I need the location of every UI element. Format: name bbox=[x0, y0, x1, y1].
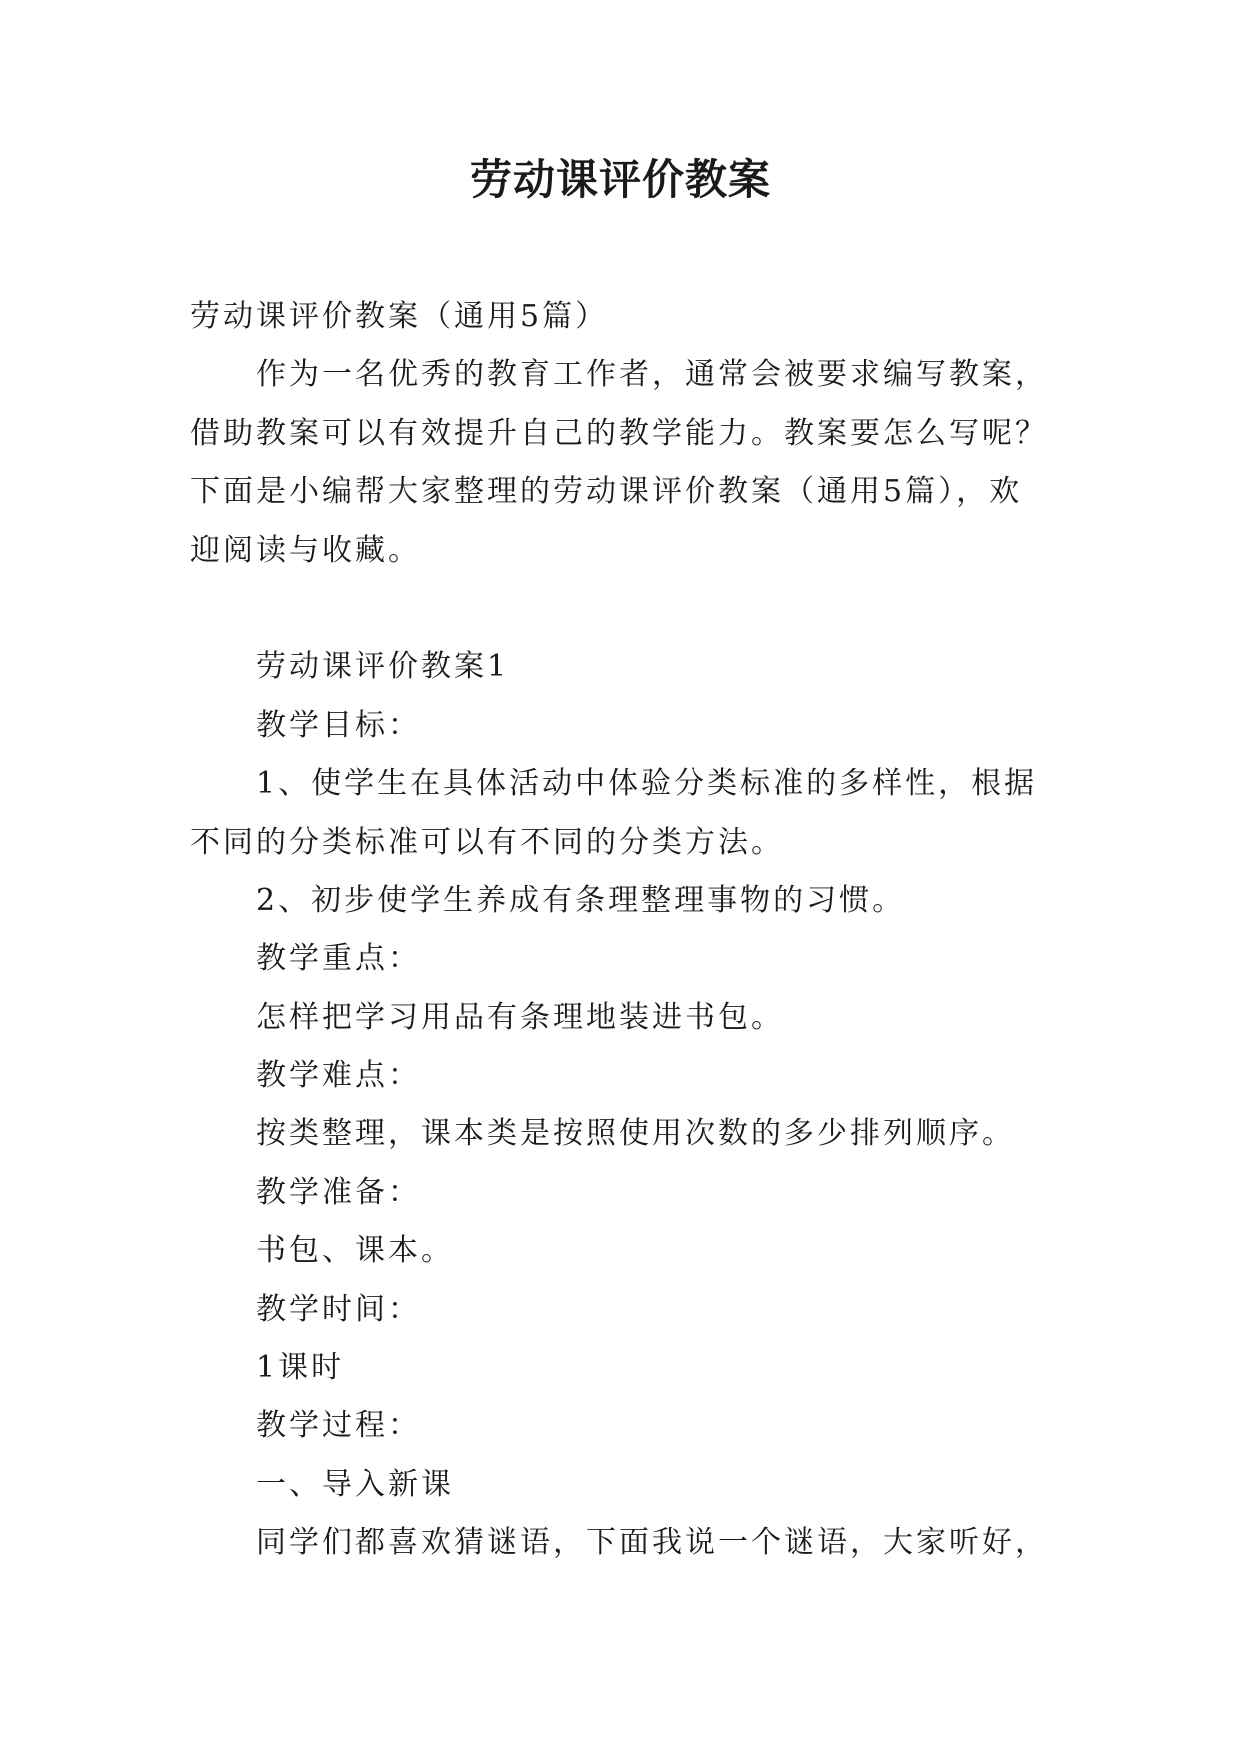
objective-1-line-2: 不同的分类标准可以有不同的分类方法。 bbox=[190, 824, 784, 860]
document-body bbox=[190, 288, 1070, 1573]
intro-line-2: 借助教案可以有效提升自己的教学能力。教案要怎么写呢？ bbox=[190, 415, 1048, 451]
document-title: 劳动课评价教案 bbox=[469, 155, 771, 204]
subtitle-line: 劳动课评价教案（通用5篇） bbox=[190, 299, 609, 334]
process-text: 同学们都喜欢猜谜语，下面我说一个谜语，大家听好， bbox=[256, 1525, 1048, 1561]
duration-text: 1课时 bbox=[256, 1350, 345, 1386]
preparation-label: 教学准备： bbox=[256, 1174, 421, 1210]
difficulties-label: 教学难点： bbox=[256, 1058, 421, 1094]
intro-line-1: 作为一名优秀的教育工作者，通常会被要求编写教案， bbox=[256, 357, 1048, 393]
difficulties-text: 按类整理，课本类是按照使用次数的多少排列顺序。 bbox=[256, 1116, 1015, 1152]
blank-spacer bbox=[190, 580, 1070, 638]
process-label: 教学过程： bbox=[256, 1408, 421, 1444]
process-step-1: 一、导入新课 bbox=[256, 1466, 454, 1502]
objectives-label: 教学目标： bbox=[256, 707, 421, 743]
section-heading: 劳动课评价教案1 bbox=[256, 649, 510, 685]
duration-label: 教学时间： bbox=[256, 1291, 421, 1327]
key-points-text: 怎样把学习用品有条理地装进书包。 bbox=[256, 999, 784, 1035]
objective-2: 2、初步使学生养成有条理整理事物的习惯。 bbox=[256, 882, 906, 918]
preparation-text: 书包、课本。 bbox=[256, 1233, 454, 1269]
intro-line-3: 下面是小编帮大家整理的劳动课评价教案（通用5篇），欢 bbox=[190, 474, 1023, 510]
key-points-label: 教学重点： bbox=[256, 941, 421, 977]
objective-1-line-1: 1、使学生在具体活动中体验分类标准的多样性，根据 bbox=[256, 766, 1038, 802]
intro-line-4: 迎阅读与收藏。 bbox=[190, 532, 421, 568]
